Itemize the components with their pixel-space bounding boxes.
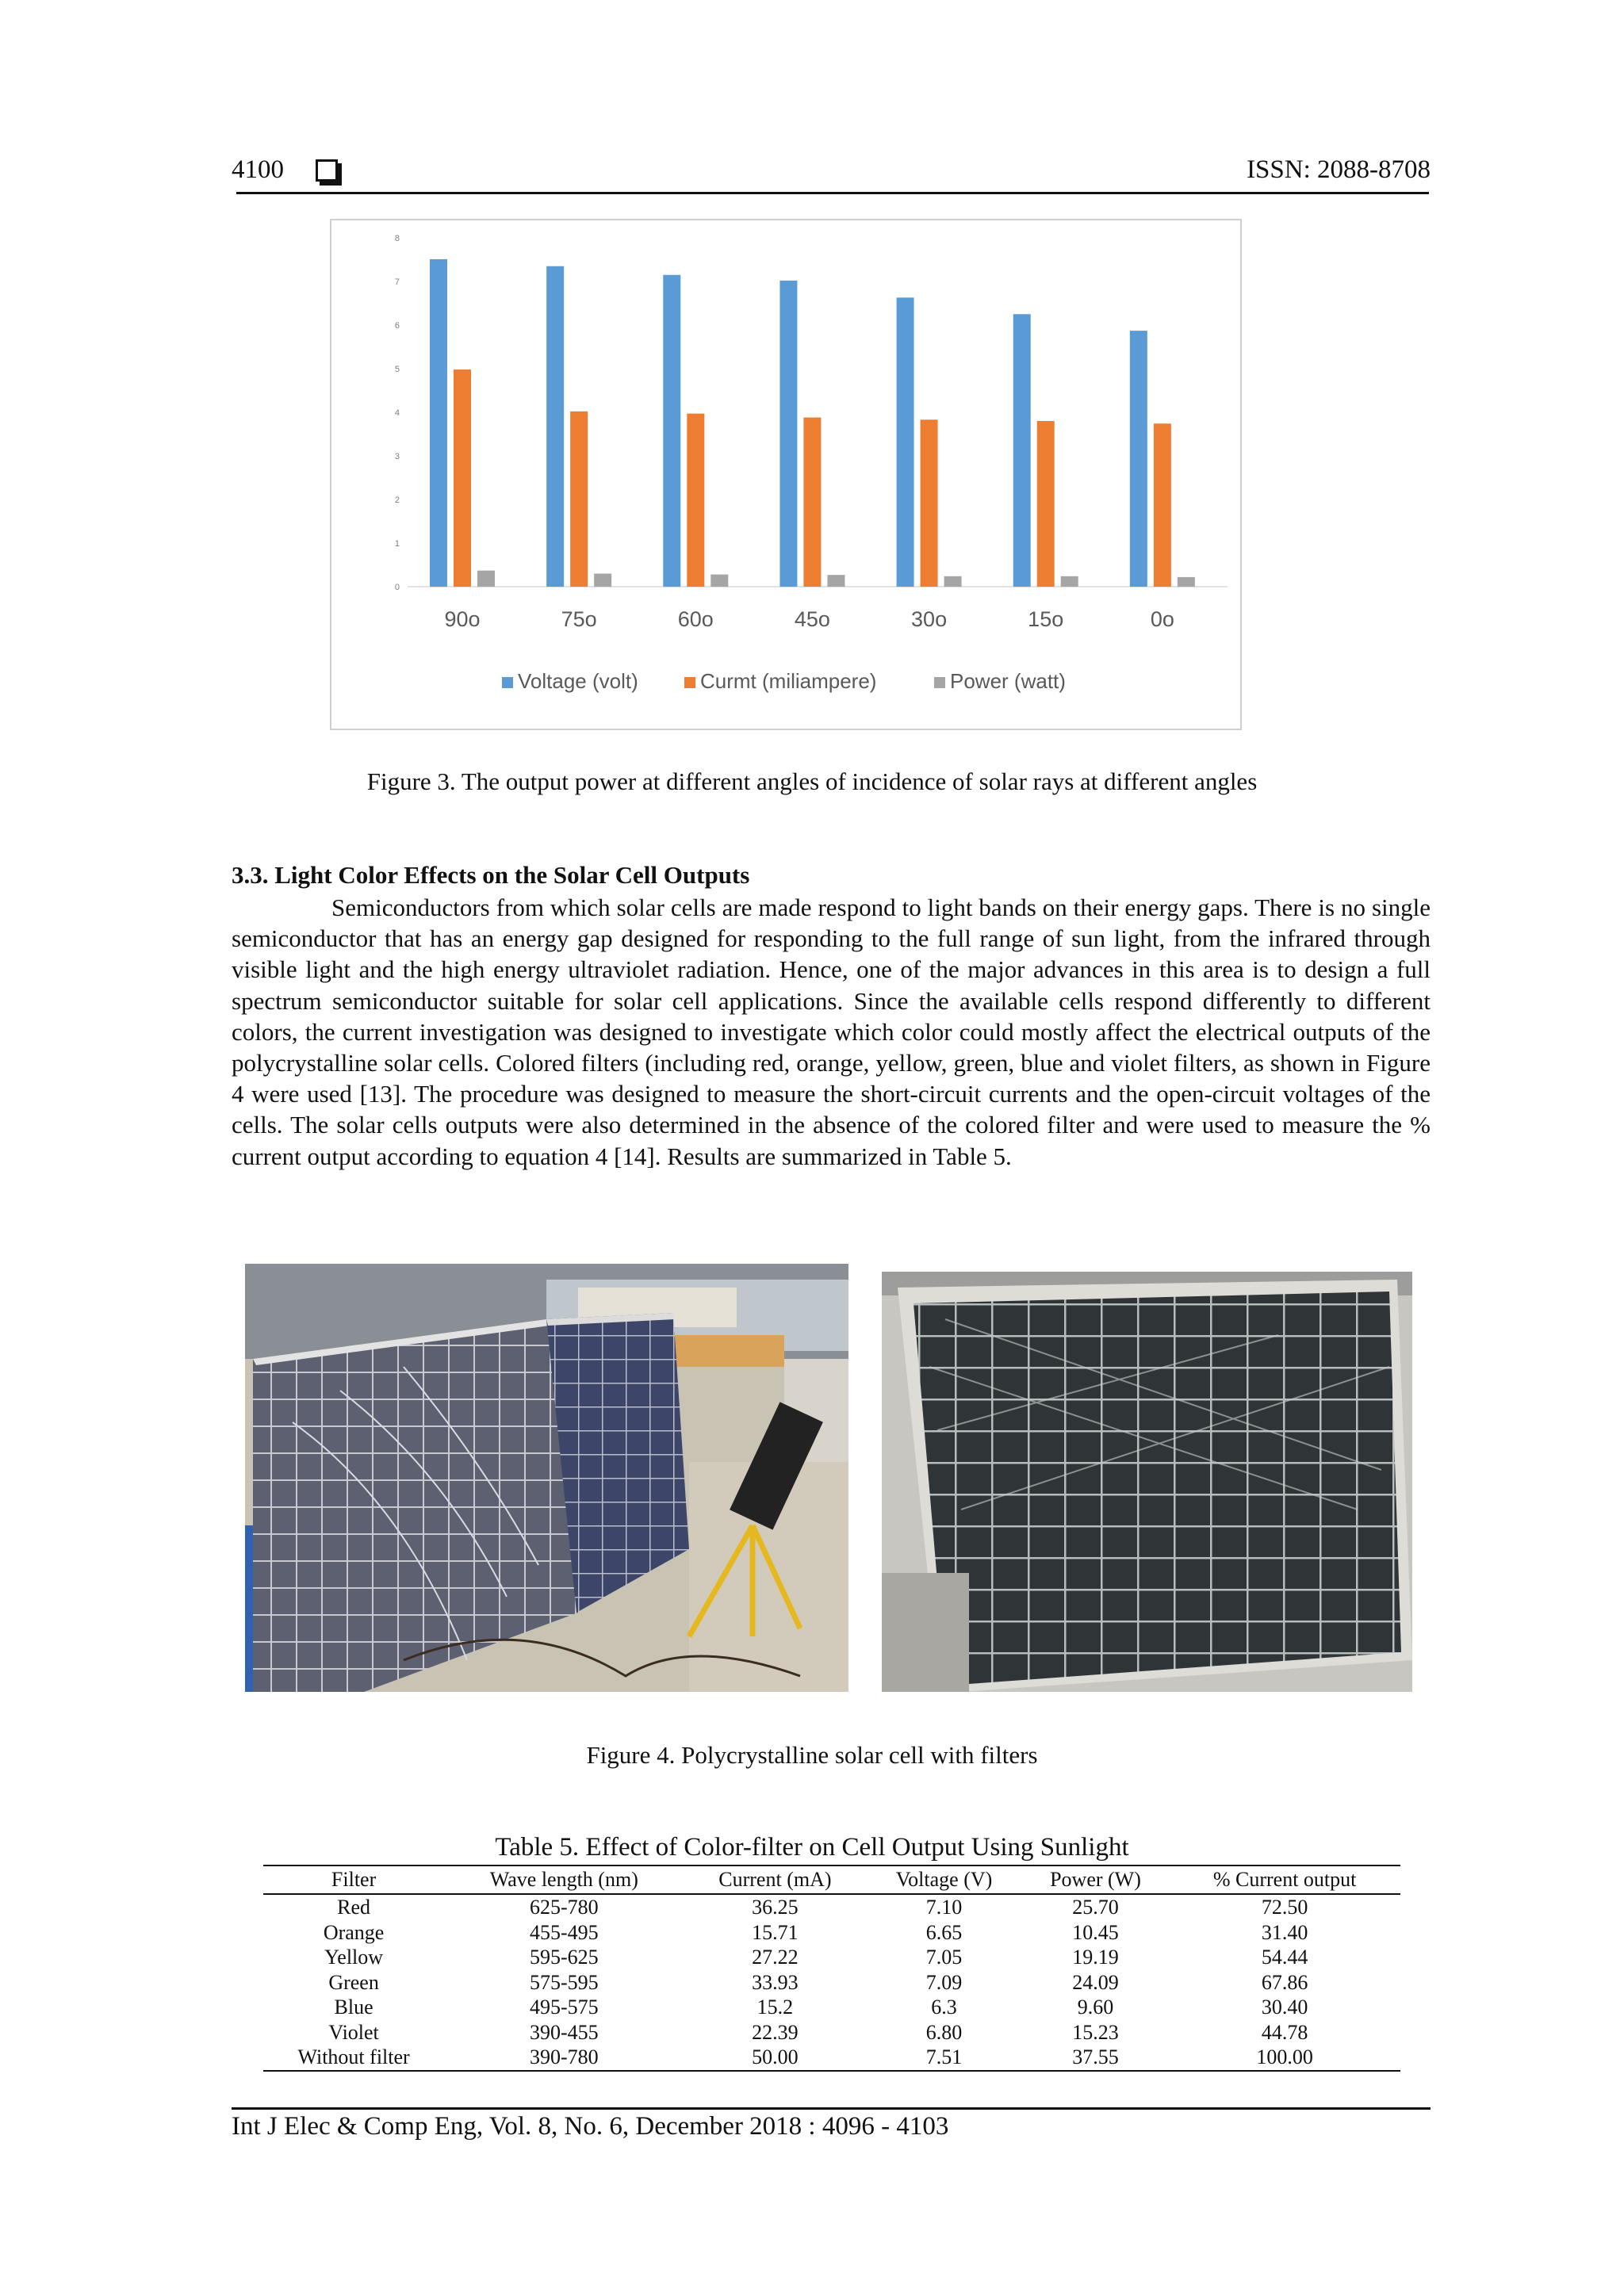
table-cell: 44.78	[1261, 2020, 1308, 2044]
table-row	[263, 1995, 1400, 2020]
bar-power	[1178, 577, 1195, 587]
table-cell: 390-780	[444, 2045, 684, 2071]
table-cell: 36.25	[752, 1896, 799, 1919]
x-tick-label: 45o	[794, 607, 830, 631]
table-cell: 15.71	[752, 1920, 799, 1944]
section-paragraph	[232, 892, 1431, 1172]
bar-curmt	[687, 414, 704, 587]
footer-citation: Int J Elec & Comp Eng, Vol. 8, No. 6, December 2018 : 4096 - 4103	[232, 2112, 949, 2141]
table-cell: 30.40	[1261, 1996, 1308, 2019]
issn: ISSN: 2088-8708	[1247, 155, 1431, 184]
table-cell: 24.09	[1072, 1970, 1119, 1994]
figure4-photo-right	[882, 1272, 1412, 1692]
table-cell: 67.86	[1261, 1970, 1308, 1994]
bar-power	[710, 575, 728, 587]
bar-curmt	[803, 418, 821, 587]
bar-power	[594, 574, 611, 587]
table-cell: Without filter	[263, 2045, 444, 2071]
page-number: 4100	[232, 155, 284, 184]
footer-rule	[232, 2107, 1431, 2110]
square-bullet-icon	[316, 159, 338, 182]
header-rule	[236, 192, 1429, 194]
bar-curmt	[454, 369, 471, 587]
table-row	[263, 2020, 1400, 2045]
y-tick-label: 3	[394, 452, 400, 461]
table-cell: 33.93	[752, 1970, 799, 1994]
table-cell: Orange	[323, 1920, 385, 1944]
table-cell: 7.09	[925, 1970, 963, 1994]
x-tick-label: 30o	[911, 607, 948, 631]
bar-curmt	[570, 411, 588, 587]
legend-swatch	[934, 677, 945, 688]
figure4-caption: Figure 4. Polycrystalline solar cell with filters	[586, 1741, 1038, 1769]
table-cell: 575-595	[529, 1970, 599, 1994]
table-cell: 625-780	[529, 1896, 599, 1919]
bar-voltage	[779, 281, 797, 587]
x-tick-label: 75o	[561, 607, 597, 631]
table-cell: 595-625	[529, 1946, 599, 1969]
bar-power	[1061, 576, 1078, 587]
table-cell: 7.10	[925, 1896, 963, 1919]
table5	[263, 1865, 1400, 2072]
figure3-chart	[330, 219, 1242, 730]
bar-voltage	[897, 297, 914, 587]
table-cell: Green	[328, 1970, 379, 1994]
table-cell: 455-495	[529, 1920, 599, 1944]
table-cell: 19.19	[1072, 1946, 1119, 1969]
table-header-cell: Power (W)	[1022, 1866, 1170, 1894]
paragraph-text: Semiconductors from which solar cells are made respond to light bands on their energy gaps. There is no single semiconductor that has an energy gap designed for responding to the full range of sun light, from the infrared through visible light and the high energy ultraviolet radiation. Hence, one of the major advances in this area is to design a full spectrum semiconductor suitable for solar cell applications. Since the available cells respond differently to different colors, the current investigation was designed to investigate which color could mostly affect the electrical outputs of the polycrystalline solar cells. Colored filters (including red, orange, yellow, green, blue and violet filters, as shown in Figure 4 were used [13]. The procedure was designed to measure the short-circuit currents and the open-circuit voltages of the cells. The solar cells outputs were also determined in the absence of the colored filter and were used to measure the % current output according to equation 4 [14]. Results are summarized in Table 5.	[232, 894, 1431, 1170]
bar-voltage	[663, 275, 680, 587]
figure3-caption: Figure 3. The output power at different angles of incidence of solar rays at different angles	[366, 767, 1258, 795]
bar-voltage	[430, 259, 447, 587]
legend-swatch	[684, 677, 695, 688]
table-cell: 495-575	[529, 1996, 599, 2019]
y-tick-label: 5	[394, 365, 400, 374]
bar-voltage	[546, 266, 564, 587]
table-cell: 72.50	[1261, 1896, 1308, 1919]
legend-label: Curmt (miliampere)	[700, 669, 877, 693]
table-cell: 9.60	[1077, 1996, 1114, 2019]
table-row	[263, 2045, 1400, 2071]
table-cell: Red	[337, 1896, 371, 1919]
table-cell: 54.44	[1261, 1946, 1308, 1969]
table-cell: 10.45	[1072, 1920, 1119, 1944]
table-row	[263, 1894, 1400, 1920]
table5-caption: Table 5. Effect of Color-filter on Cell Output Using Sunlight	[495, 1833, 1129, 1862]
table-header-row	[263, 1866, 1400, 1894]
y-tick-label: 6	[394, 321, 400, 331]
table-header-cell: Current (mA)	[684, 1866, 866, 1894]
table-cell: 37.55	[1022, 2045, 1170, 2071]
x-tick-label: 60o	[677, 607, 714, 631]
figure3-chart-svg	[331, 220, 1240, 729]
table-header-cell: Filter	[263, 1866, 444, 1894]
table-cell: 7.51	[866, 2045, 1021, 2071]
figure4-photo-left	[245, 1264, 848, 1692]
table-header-cell: Wave length (nm)	[444, 1866, 684, 1894]
bar-voltage	[1130, 331, 1147, 587]
table-cell: Blue	[334, 1996, 373, 2019]
bar-voltage	[1013, 314, 1031, 587]
table-cell: 6.3	[931, 1996, 957, 2019]
legend-swatch	[502, 677, 513, 688]
table-cell: Yellow	[324, 1946, 384, 1969]
y-tick-label: 7	[394, 277, 400, 287]
table-cell: 7.05	[925, 1946, 963, 1969]
x-tick-label: 0o	[1150, 607, 1174, 631]
table-row	[263, 1970, 1400, 1996]
y-tick-label: 8	[394, 234, 400, 243]
bar-curmt	[1154, 423, 1171, 587]
section-heading: 3.3. Light Color Effects on the Solar Cell Outputs	[232, 861, 750, 889]
table-row	[263, 1945, 1400, 1970]
table-cell: 27.22	[752, 1946, 799, 1969]
table-cell: 31.40	[1261, 1920, 1308, 1944]
table-header-cell: Voltage (V)	[866, 1866, 1021, 1894]
y-tick-label: 2	[394, 496, 400, 505]
y-tick-label: 1	[394, 539, 400, 549]
x-tick-label: 15o	[1028, 607, 1064, 631]
bar-power	[477, 571, 495, 587]
legend-label: Voltage (volt)	[518, 669, 638, 693]
table-cell: 100.00	[1169, 2045, 1400, 2071]
y-tick-label: 0	[394, 583, 400, 592]
table-header-cell: % Current output	[1169, 1866, 1400, 1894]
table-row	[263, 1920, 1400, 1946]
y-tick-label: 4	[394, 408, 400, 418]
table-cell: 50.00	[684, 2045, 866, 2071]
page-header-left	[232, 155, 338, 185]
x-tick-label: 90o	[444, 607, 481, 631]
table-cell: 390-455	[529, 2020, 599, 2044]
bar-power	[944, 576, 962, 587]
table-cell: 15.23	[1072, 2020, 1119, 2044]
bar-curmt	[921, 419, 938, 587]
legend-label: Power (watt)	[950, 669, 1066, 693]
table-cell: 25.70	[1072, 1896, 1119, 1919]
table-cell: 6.65	[925, 1920, 963, 1944]
table-cell: 15.2	[756, 1996, 794, 2019]
table-cell: Violet	[328, 2020, 379, 2044]
table-cell: 6.80	[925, 2020, 963, 2044]
bar-power	[827, 575, 845, 587]
bar-curmt	[1037, 421, 1055, 587]
table-cell: 22.39	[752, 2020, 799, 2044]
